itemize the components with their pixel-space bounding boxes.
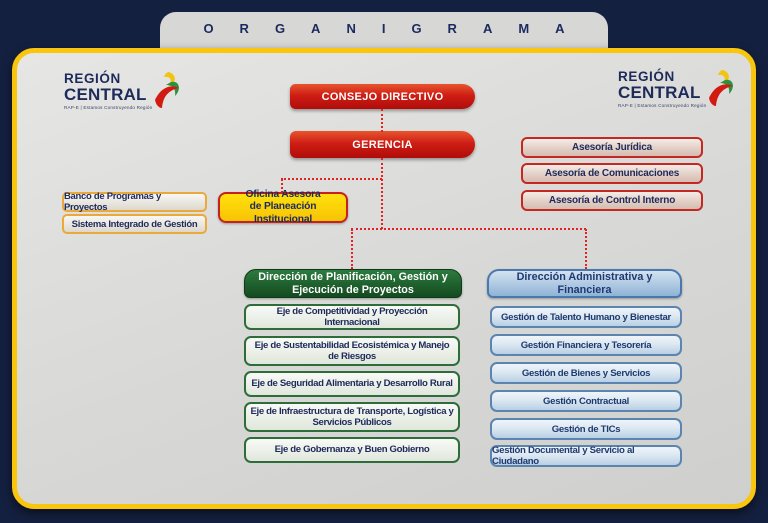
gestion-item: Gestión Contractual [490, 390, 682, 412]
logo-text [64, 72, 152, 110]
logo-text [618, 70, 706, 108]
eje-item: Eje de Gobernanza y Buen Gobierno [244, 437, 460, 463]
oficina-line2: de Planeación Institucional [249, 201, 317, 225]
asesoria-control-interno-box: Asesoría de Control Interno [521, 190, 703, 211]
page-title: ORGANIGRAMA [203, 21, 591, 36]
eje-item: Eje de Seguridad Alimentaria y Desarrollo Rural [244, 371, 460, 397]
direccion-administrativa-header: Dirección Administrativa y Financiera [487, 269, 682, 298]
region-central-logo-right [618, 70, 735, 115]
direccion-planificacion-header: Dirección de Planificación, Gestión y Ejecución de Proyectos [244, 269, 462, 298]
gestion-item: Gestión de Talento Humano y Bienestar [490, 306, 682, 328]
oficina-line1: Oficina Asesora [245, 188, 321, 200]
connector-to-planificacion [351, 229, 353, 269]
logo-line1: REGIÓN [618, 69, 675, 84]
connector-gerencia-down [381, 158, 383, 229]
connector-consejo-gerencia [381, 109, 383, 132]
oficina-asesora-box [218, 188, 348, 225]
logo-tagline: RAP-E | Estamos Construyendo Región [64, 105, 153, 111]
eje-item: Eje de Competitividad y Proyección Internacional [244, 304, 460, 330]
eje-item: Eje de Sustentabilidad Ecosistémica y Manejo de Riesgos [244, 336, 460, 366]
consejo-directivo-box: CONSEJO DIRECTIVO [290, 84, 475, 109]
asesoria-comunicaciones-box: Asesoría de Comunicaciones [521, 163, 703, 184]
logo-tagline: RAP-E | Estamos Construyendo Región [618, 103, 707, 109]
asesoria-juridica-box: Asesoría Jurídica [521, 137, 703, 158]
gestion-item: Gestión Financiera y Tesorería [490, 334, 682, 356]
logo-line2: CENTRAL [64, 84, 147, 104]
gerencia-box: GERENCIA [290, 131, 475, 158]
gestion-item: Gestión de Bienes y Servicios [490, 362, 682, 384]
gestion-item: Gestión de TICs [490, 418, 682, 440]
logo-line1: REGIÓN [64, 71, 121, 86]
connector-directions-horizontal [351, 228, 586, 230]
logo-line2: CENTRAL [618, 82, 701, 102]
region-central-logo-left [64, 72, 181, 117]
connector-to-oficina-horizontal [281, 178, 382, 180]
flame-swoosh-icon [155, 72, 181, 117]
banco-programas-box: Banco de Programas y Proyectos [62, 192, 207, 212]
connector-to-administrativa [585, 229, 587, 269]
eje-item: Eje de Infraestructura de Transporte, Logística y Servicios Públicos [244, 402, 460, 432]
flame-swoosh-icon [709, 70, 735, 115]
gestion-item: Gestión Documental y Servicio al Ciudadano [490, 445, 682, 467]
sistema-gestion-box: Sistema Integrado de Gestión [62, 214, 207, 234]
